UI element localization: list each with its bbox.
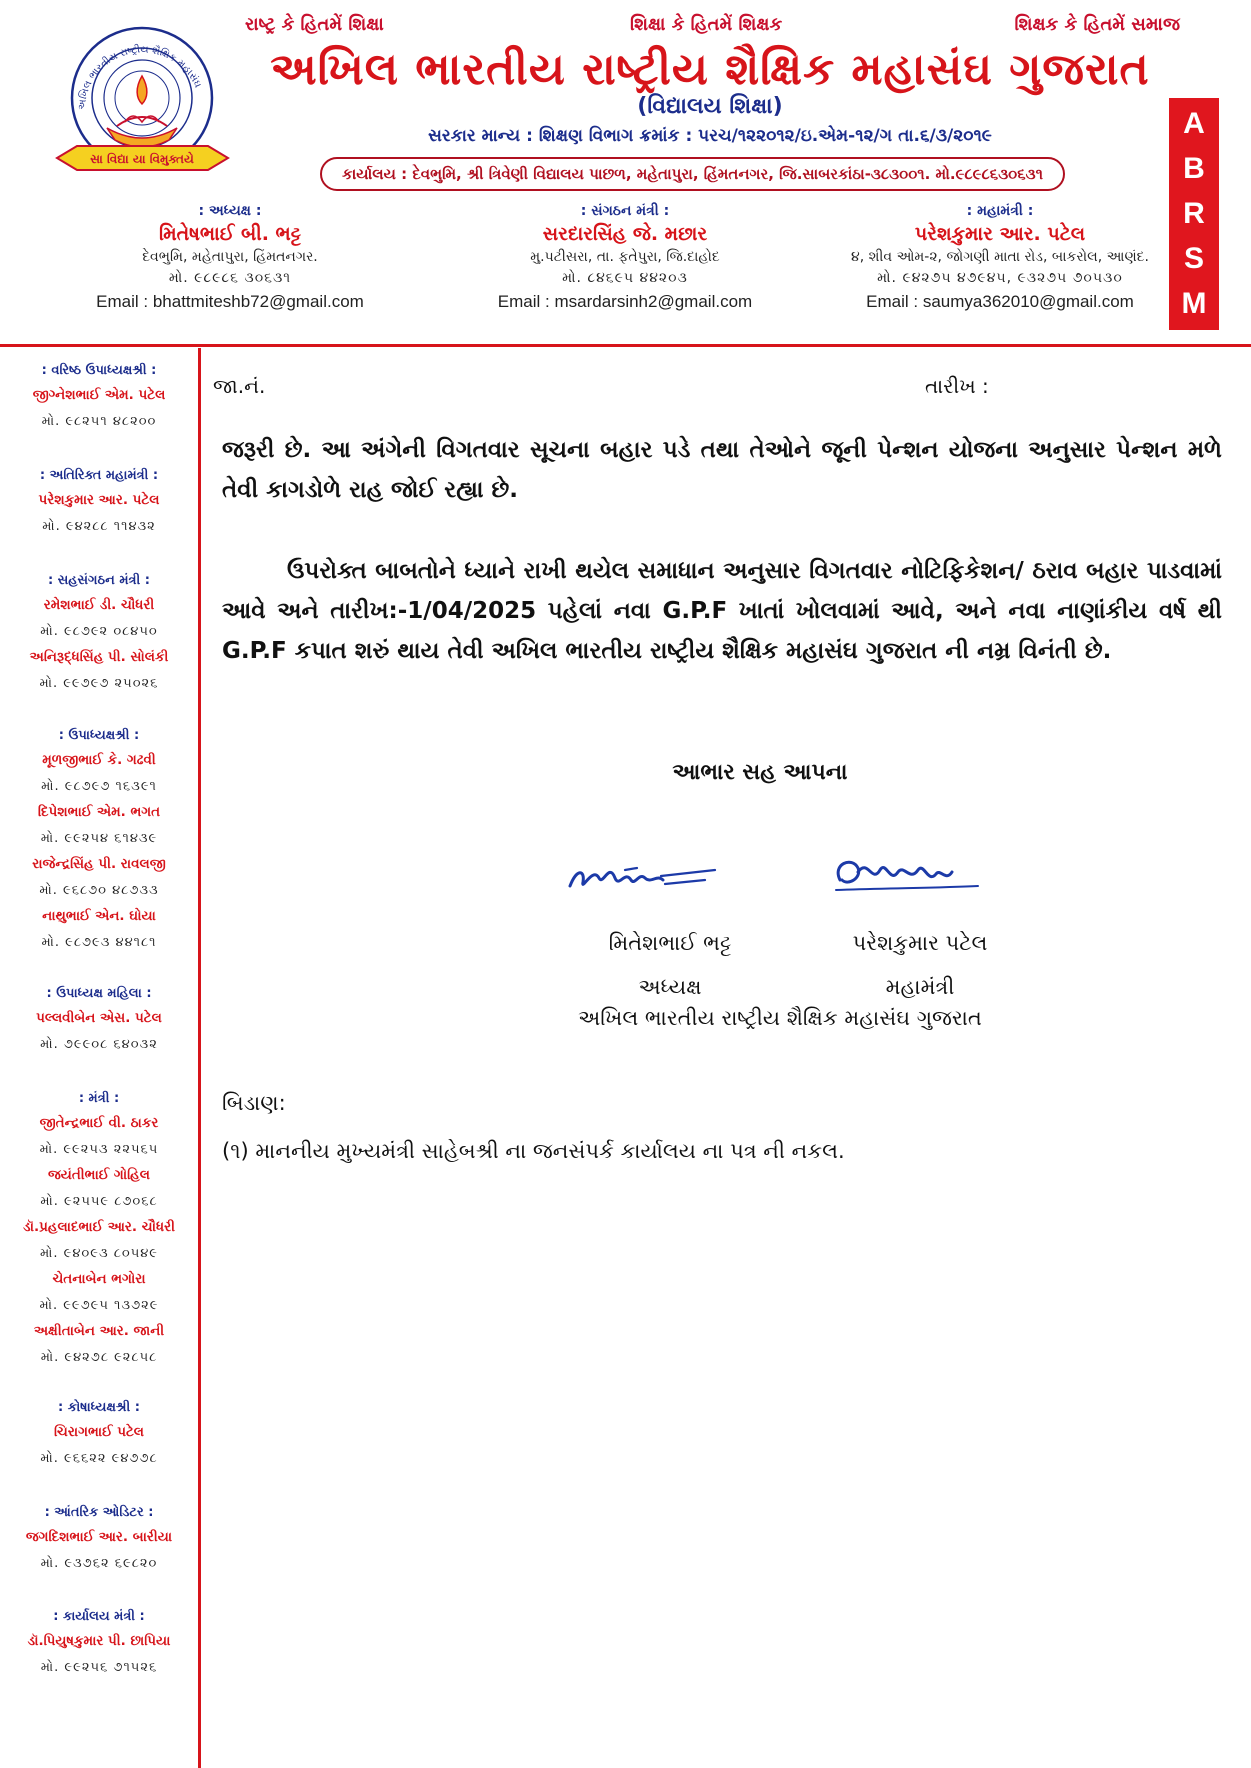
abrsm-letter: B [1183, 152, 1205, 186]
sidebar-name: જીગ્નેશભાઈ એમ. પટેલ [32, 387, 166, 403]
sidebar-phone: મો. ૯૯૨૫૩ ૨૨૫૬૫ [39, 1142, 159, 1157]
date-label: તારીખ : [925, 374, 989, 398]
officer-president [60, 203, 400, 312]
motto: શિક્ષા કે હિતમેં શિક્ષક [630, 14, 783, 35]
officer-phone: મો. ૯૪૨૭૫ ૪૭૯૪૫, ૯૩૨૭૫ ૭૦૫૩૦ [877, 270, 1123, 286]
sidebar-phone: મો. ૯૯૭૯૭ ૨૫૦૨૬ [39, 676, 159, 691]
office-address: કાર્યાલય : દેવભુમિ, શ્રી ત્રિવેણી વિદ્યાલય પાછળ, મહેતાપુરા, હિંમતનગર, જિ.સાબરકાંઠા-૩૮૩૦૦૧. મો.૯૮૯૮૬૩૦૬૩૧ [320, 157, 1065, 191]
sidebar-group [0, 1500, 198, 1577]
sidebar-name: રાજેન્દ્રસિંહ પી. રાવલજી [32, 856, 166, 872]
sidebar-name: અક્ષીતાબેન આર. જાની [33, 1323, 165, 1339]
letter-paragraph: ઉપરોક્ત બાબતોને ધ્યાને રાખી થયેલ સમાધાન અનુસાર વિગતવાર નોટિફિકેશન/ ઠરાવ બહાર પાડવામાં આવે અને તારીખ:-1/04/2025 પહેલાં નવા G.P.F ખાતાં ખોલવામાં આવે, અને નવા નાણાંકીય વર્ષ થી G.P.F કપાત શરું થાય તેવી અખિલ ભારતીય રાષ્ટ્રીય શૈક્ષિક મહાસંઘ ગુજરાત ની નમ્ર વિનંતી છે. [222, 558, 1222, 664]
sidebar-role: : કોષાધ્યક્ષશ્રી : [58, 1400, 140, 1415]
sidebar-role: : ઉપાધ્યક્ષ મહિલા : [46, 986, 152, 1001]
sidebar-group [0, 723, 198, 956]
sidebar-name: પરેશકુમાર આર. પટેલ [38, 492, 160, 508]
officer-name: પરેશકુમાર આર. પટેલ [914, 223, 1086, 245]
abrsm-letter: S [1183, 241, 1204, 275]
officer-role: : સંગઠન મંત્રી : [580, 203, 670, 219]
officer-role: : અધ્યક્ષ : [198, 203, 262, 219]
sidebar-name: ચિરાગભાઈ પટેલ [53, 1424, 145, 1440]
svg-text:સા વિદ્યા યા વિમુક્તયે: સા વિદ્યા યા વિમુક્તયે [90, 152, 194, 166]
lamp-emblem-icon [55, 18, 230, 190]
signature-general-secretary [828, 848, 988, 907]
sidebar-phone: મો. ૯૮૨૫૧ ૪૮૨૦૦ [41, 414, 157, 429]
sidebar-phone: મો. ૯૮૭૯૩ ૪૪૧૮૧ [41, 935, 157, 950]
sidebar-group [0, 358, 198, 435]
office-bearers-sidebar [0, 348, 198, 1768]
officer-phone: મો. ૯૮૯૮૬ ૩૦૬૩૧ [168, 270, 292, 286]
sidebar-role: : ઉપાધ્યક્ષશ્રી : [58, 728, 140, 743]
sidebar-phone: મો. ૯૪૨૮૮ ૧૧૪૩૨ [42, 519, 156, 534]
sidebar-role: : આંતરિક ઓડિટર : [44, 1505, 154, 1520]
officer-address: દેવભુમિ, મહેતાપુરા, હિંમતનગર. [142, 249, 318, 265]
reference-number-label: જા.નં. [213, 374, 266, 398]
registration-line: સરકાર માન્ય : શિક્ષણ વિભાગ ક્રમાંક : પરચ/૧૨૨૦૧૨/ઇ.એમ-૧૨/ગ તા.૬/૩/૨૦૧૯ [428, 126, 992, 146]
sidebar-name: ચેતનાબેન ભગોરા [52, 1271, 146, 1287]
letterhead [0, 0, 1251, 345]
signatory-name: પરેશકુમાર પટેલ [852, 931, 988, 955]
sidebar-role: : અતિરિક્ત મહામંત્રી : [39, 468, 159, 483]
sidebar-phone: મો. ૭૯૯૦૮ ૬૪૦૩૨ [40, 1037, 158, 1052]
letter-paragraph: જરૂરી છે. આ અંગેની વિગતવાર સૂચના બહાર પડે તથા તેઓને જૂની પેન્શન યોજના અનુસાર પેન્શન મળે તેવી કાગડોળે રાહ જોઈ રહ્યા છે. [222, 437, 1222, 503]
header-divider [0, 344, 1251, 347]
officer-name: મિતેષભાઈ બી. ભટ્ટ [158, 223, 302, 245]
signature-organization: અખિલ ભારતીય રાષ્ટ્રીય શૈક્ષિક મહાસંઘ ગુજરાત [578, 1006, 982, 1030]
sidebar-name: અનિરૂદ્ધસિંહ પી. સોલંકી [29, 649, 169, 665]
abrsm-badge [1169, 98, 1219, 330]
sidebar-name: જયંતીભાઈ ગોહિલ [48, 1167, 150, 1183]
sidebar-role: : વરિષ્ઠ ઉપાધ્યક્ષશ્રી : [41, 363, 157, 378]
motto: શિક્ષક કે હિતમેં સમાજ [1014, 14, 1180, 35]
sidebar-phone: મો. ૯૪૨૭૮ ૯૨૮૫૮ [40, 1350, 158, 1365]
sidebar-phone: મો. ૯૮૭૯૨ ૦૮૪૫૦ [40, 624, 158, 639]
signatory-title: મહામંત્રી [885, 975, 955, 999]
organization-logo [55, 18, 230, 190]
abrsm-letter: A [1183, 107, 1205, 141]
officer-organizing-secretary [455, 203, 795, 312]
organization-subtitle: (વિદ્યાલય શિક્ષા) [637, 94, 783, 119]
closing-line: આભાર સહ આપના [672, 760, 848, 785]
officer-address: મુ.પટીસરા, તા. ફતેપુરા, જિ.દાહોદ [530, 249, 720, 265]
sidebar-name: જીતેન્દ્રભાઈ વી. ઠાકર [39, 1115, 159, 1131]
sidebar-name: રમેશભાઈ ડી. ચૌધરી [43, 597, 155, 613]
sidebar-role: : મંત્રી : [78, 1091, 120, 1106]
sidebar-group [0, 568, 198, 697]
sidebar-group [0, 1604, 198, 1681]
sidebar-name: મૂળજીભાઈ કે. ગઢવી [42, 752, 156, 768]
abrsm-letter: M [1181, 286, 1207, 320]
signatory-title: અધ્યક્ષ [638, 975, 702, 999]
sidebar-name: પલ્લવીબેન એસ. પટેલ [36, 1010, 162, 1026]
officer-general-secretary [830, 203, 1170, 312]
sidebar-phone: મો. ૯૬૮૭૦ ૪૮૭૩૩ [39, 883, 159, 898]
officer-email[interactable]: Email : saumya362010@gmail.com [866, 292, 1134, 311]
officer-role: : મહામંત્રી : [966, 203, 1034, 219]
sidebar-name: દિપેશભાઈ એમ. ભગત [37, 804, 161, 820]
sidebar-name: નાથુભાઈ એન. ઘોયા [42, 908, 156, 924]
sidebar-phone: મો. ૯૬૬૨૨ ૯૪૭૭૮ [40, 1451, 158, 1466]
sidebar-phone: મો. ૯૯૨૫૬ ૭૧૫૨૬ [40, 1660, 158, 1675]
officers-row [40, 203, 1170, 338]
enclosure-title: બિડાણ: [222, 1091, 286, 1115]
sidebar-group [0, 981, 198, 1058]
sidebar-phone: મો. ૯૨૫૫૯ ૮૭૦૬૮ [40, 1194, 158, 1209]
sidebar-name: ડૉ.પિયુષકુમાર પી. છાપિયા [27, 1633, 171, 1649]
officer-email[interactable]: Email : bhattmiteshb72@gmail.com [96, 292, 364, 311]
abrsm-letter: R [1183, 196, 1205, 230]
signature-president [565, 848, 725, 907]
handwritten-signature-icon [565, 848, 725, 903]
signatory-name: મિતેશભાઈ ભટ્ટ [608, 931, 732, 955]
sidebar-divider [198, 348, 201, 1768]
sidebar-phone: મો. ૯૯૨૫૪ ૬૧૪૩૯ [40, 831, 158, 846]
organization-title: અખિલ ભારતીય રાષ્ટ્રીય શૈક્ષિક મહાસંઘ ગુજરાત [270, 44, 1150, 95]
enclosure-item: (૧) માનનીય મુખ્યમંત્રી સાહેબશ્રી ના જનસંપર્ક કાર્યાલય ના પત્ર ની નકલ. [222, 1139, 845, 1163]
handwritten-signature-icon [828, 848, 988, 903]
motto-line [240, 14, 1180, 44]
officer-phone: મો. ૮૪૬૯૫ ૪૪૨૦૩ [562, 270, 688, 286]
sidebar-group [0, 463, 198, 540]
sidebar-group [0, 1395, 198, 1472]
sidebar-phone: મો. ૯૪૦૯૩ ૮૦૫૪૯ [39, 1246, 159, 1261]
signatory-general-secretary [770, 921, 1070, 1009]
officer-address: ૪, શીવ ઓમ-૨, જોગણી માતા રોડ, બાકરોલ, આણંદ. [851, 249, 1149, 265]
sidebar-name: ડૉ.પ્રહલાદભાઈ આર. ચૌધરી [23, 1219, 175, 1235]
sidebar-name: જગદિશભાઈ આર. બારીયા [25, 1529, 173, 1545]
sidebar-group [0, 1086, 198, 1371]
officer-email[interactable]: Email : msardarsinh2@gmail.com [497, 292, 753, 311]
sidebar-phone: મો. ૯૯૭૯૫ ૧૩૭૨૯ [39, 1298, 159, 1313]
sidebar-role: : કાર્યાલય મંત્રી : [53, 1609, 145, 1624]
officer-name: સરદારસિંહ જે. મછાર [542, 223, 708, 245]
sidebar-role: : સહસંગઠન મંત્રી : [48, 573, 150, 588]
motto: રાષ્ટ્ર કે હિતમેં શિક્ષા [245, 14, 384, 35]
sidebar-phone: મો. ૯૩૭૬૨ ૬૯૮૨૦ [40, 1556, 158, 1571]
sidebar-phone: મો. ૯૮૭૯૭ ૧૬૩૯૧ [41, 779, 157, 794]
svg-text:અખિલ ભારતીય રાષ્ટ્રીય શૈક્ષિક: અખિલ ભારતીય રાષ્ટ્રીય શૈક્ષિક મહાસંઘ [76, 44, 204, 111]
